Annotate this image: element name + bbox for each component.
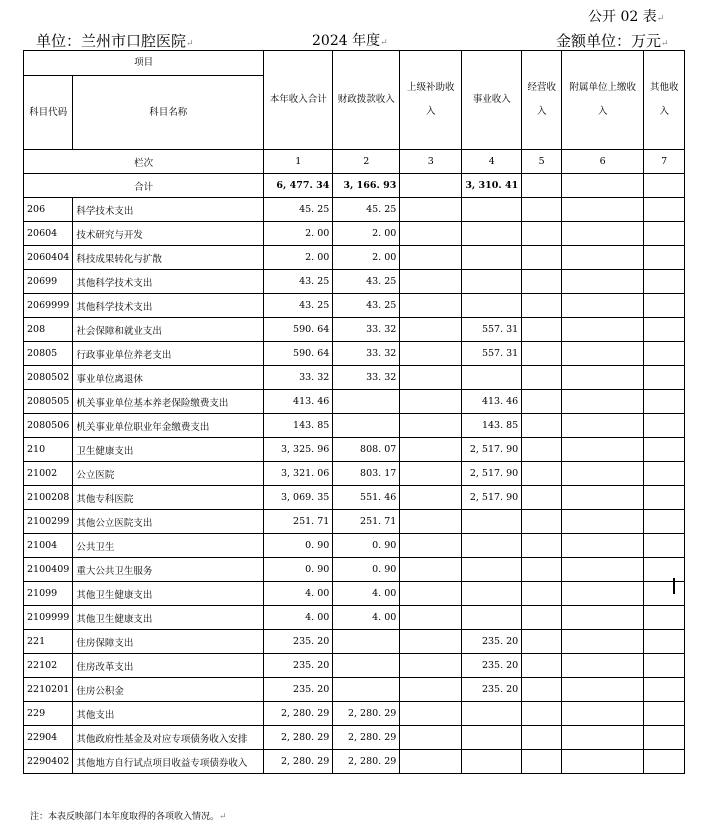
subject-code: 2080502: [24, 366, 73, 390]
value-other: [644, 366, 685, 390]
value-superior: [400, 246, 462, 270]
table-row: [24, 342, 686, 366]
subject-name: 卫生健康支出: [73, 438, 264, 462]
value-fiscal: 808. 07: [333, 438, 400, 462]
money-unit: 金额单位：万元↵: [556, 32, 669, 50]
value-total: 33. 32: [264, 366, 333, 390]
table-row: [24, 534, 686, 558]
value-total: 2, 280. 29: [264, 750, 333, 774]
value-total: 4. 00: [264, 606, 333, 630]
col-header-4: 事业收入: [462, 51, 522, 150]
value-operating: [522, 510, 562, 534]
table-row: [24, 414, 686, 438]
subject-name: 其他卫生健康支出: [73, 606, 264, 630]
value-fiscal: 803. 17: [333, 462, 400, 486]
subject-name: 其他公立医院支出: [73, 510, 264, 534]
value-affiliate: [562, 510, 644, 534]
value-business: [462, 510, 522, 534]
value-other: [644, 750, 685, 774]
table-row: [24, 678, 686, 702]
subject-name: 机关事业单位职业年金缴费支出: [73, 414, 264, 438]
value-superior: [400, 222, 462, 246]
total-cell: [644, 174, 685, 198]
subject-name: 住房改革支出: [73, 654, 264, 678]
value-operating: [522, 606, 562, 630]
value-business: [462, 726, 522, 750]
value-fiscal: 2. 00: [333, 246, 400, 270]
value-business: 413. 46: [462, 390, 522, 414]
value-fiscal: [333, 654, 400, 678]
table-row: [24, 606, 686, 630]
value-business: 235. 20: [462, 678, 522, 702]
value-business: 2, 517. 90: [462, 438, 522, 462]
col-header-5: 经营收入: [522, 51, 562, 150]
value-other: [644, 726, 685, 750]
value-business: 235. 20: [462, 630, 522, 654]
value-total: 3, 325. 96: [264, 438, 333, 462]
value-fiscal: 2, 280. 29: [333, 750, 400, 774]
subject-code: 2080505: [24, 390, 73, 414]
value-affiliate: [562, 246, 644, 270]
value-affiliate: [562, 438, 644, 462]
seq-cell: 6: [562, 150, 644, 174]
value-fiscal: 4. 00: [333, 606, 400, 630]
col-header-6: 附属单位上缴收入: [562, 51, 644, 150]
table-row: [24, 582, 686, 606]
table-row: [24, 654, 686, 678]
value-total: 590. 64: [264, 342, 333, 366]
subject-code: 20805: [24, 342, 73, 366]
value-other: [644, 462, 685, 486]
seq-cell: 3: [400, 150, 462, 174]
subject-code: 2109999: [24, 606, 73, 630]
table-row: [24, 750, 686, 774]
subject-code: 2100299: [24, 510, 73, 534]
value-operating: [522, 198, 562, 222]
value-business: [462, 534, 522, 558]
value-operating: [522, 390, 562, 414]
table-row: [24, 726, 686, 750]
total-label: 合计: [24, 174, 264, 198]
table-row: [24, 366, 686, 390]
value-other: [644, 534, 685, 558]
subject-name: 其他卫生健康支出: [73, 582, 264, 606]
value-total: 0. 90: [264, 534, 333, 558]
subject-name: 机关事业单位基本养老保险缴费支出: [73, 390, 264, 414]
value-business: 143. 85: [462, 414, 522, 438]
seq-cell: 7: [644, 150, 685, 174]
value-other: [644, 270, 685, 294]
value-business: 2, 517. 90: [462, 462, 522, 486]
col-header-7: 其他收入: [644, 51, 685, 150]
subject-code: 21002: [24, 462, 73, 486]
value-total: 45. 25: [264, 198, 333, 222]
table-row: [24, 390, 686, 414]
table-row: [24, 630, 686, 654]
subject-name: 公立医院: [73, 462, 264, 486]
subject-name: 公共卫生: [73, 534, 264, 558]
report-year: 2024 年度↵: [312, 33, 388, 49]
value-other: [644, 678, 685, 702]
value-superior: [400, 438, 462, 462]
value-operating: [522, 702, 562, 726]
subject-name: 社会保障和就业支出: [73, 318, 264, 342]
value-total: 3, 321. 06: [264, 462, 333, 486]
value-other: [644, 606, 685, 630]
value-fiscal: 2, 280. 29: [333, 726, 400, 750]
value-affiliate: [562, 390, 644, 414]
value-business: 557. 31: [462, 342, 522, 366]
subject-name: 技术研究与开发: [73, 222, 264, 246]
value-total: 43. 25: [264, 270, 333, 294]
value-affiliate: [562, 318, 644, 342]
value-operating: [522, 342, 562, 366]
subject-name: 其他政府性基金及对应专项债务收入安排: [73, 726, 264, 750]
value-other: [644, 630, 685, 654]
value-operating: [522, 678, 562, 702]
table-row: [24, 198, 686, 222]
value-superior: [400, 486, 462, 510]
name-header: 科目名称: [73, 76, 264, 150]
subject-name: 其他科学技术支出: [73, 270, 264, 294]
value-affiliate: [562, 702, 644, 726]
value-fiscal: 33. 32: [333, 342, 400, 366]
value-superior: [400, 318, 462, 342]
value-affiliate: [562, 294, 644, 318]
value-superior: [400, 414, 462, 438]
subject-code: 2060404: [24, 246, 73, 270]
project-header: 项目: [24, 51, 264, 76]
value-total: 3, 069. 35: [264, 486, 333, 510]
value-superior: [400, 654, 462, 678]
subject-code: 208: [24, 318, 73, 342]
value-operating: [522, 270, 562, 294]
value-affiliate: [562, 270, 644, 294]
value-business: 557. 31: [462, 318, 522, 342]
value-superior: [400, 750, 462, 774]
subject-name: 科学技术支出: [73, 198, 264, 222]
subject-code: 2290402: [24, 750, 73, 774]
value-superior: [400, 606, 462, 630]
table-row: [24, 510, 686, 534]
value-affiliate: [562, 198, 644, 222]
value-other: [644, 390, 685, 414]
subject-code: 229: [24, 702, 73, 726]
value-business: [462, 222, 522, 246]
table-note: 注：本表反映部门本年度取得的各项收入情况。↵: [30, 812, 227, 822]
total-cell: 3, 310. 41: [462, 174, 522, 198]
code-header: 科目代码: [24, 76, 73, 150]
subject-code: 21099: [24, 582, 73, 606]
subject-name: 住房保障支出: [73, 630, 264, 654]
value-business: [462, 702, 522, 726]
text-cursor: [673, 578, 675, 594]
value-total: 143. 85: [264, 414, 333, 438]
value-fiscal: 251. 71: [333, 510, 400, 534]
value-fiscal: 0. 90: [333, 558, 400, 582]
col-header-3: 上级补助收入: [400, 51, 462, 150]
value-business: [462, 582, 522, 606]
value-other: [644, 702, 685, 726]
value-affiliate: [562, 606, 644, 630]
table-row: [24, 222, 686, 246]
income-table: [23, 50, 686, 774]
value-affiliate: [562, 678, 644, 702]
subject-name: 其他支出: [73, 702, 264, 726]
value-superior: [400, 198, 462, 222]
value-fiscal: 43. 25: [333, 294, 400, 318]
value-superior: [400, 510, 462, 534]
value-operating: [522, 486, 562, 510]
value-superior: [400, 582, 462, 606]
value-superior: [400, 630, 462, 654]
value-operating: [522, 534, 562, 558]
value-affiliate: [562, 558, 644, 582]
value-affiliate: [562, 342, 644, 366]
value-total: 235. 20: [264, 630, 333, 654]
subject-name: 其他科学技术支出: [73, 294, 264, 318]
value-operating: [522, 414, 562, 438]
subject-code: 221: [24, 630, 73, 654]
value-business: [462, 294, 522, 318]
value-fiscal: 33. 32: [333, 366, 400, 390]
value-affiliate: [562, 534, 644, 558]
value-other: [644, 414, 685, 438]
value-total: 2. 00: [264, 246, 333, 270]
value-fiscal: 0. 90: [333, 534, 400, 558]
value-superior: [400, 534, 462, 558]
value-superior: [400, 702, 462, 726]
value-superior: [400, 294, 462, 318]
value-operating: [522, 318, 562, 342]
value-total: 2, 280. 29: [264, 726, 333, 750]
value-operating: [522, 558, 562, 582]
value-fiscal: 33. 32: [333, 318, 400, 342]
subject-code: 2100208: [24, 486, 73, 510]
seq-row: [24, 150, 686, 174]
table-row: [24, 294, 686, 318]
value-other: [644, 222, 685, 246]
seq-cell: 4: [462, 150, 522, 174]
total-cell: 3, 166. 93: [333, 174, 400, 198]
value-fiscal: 551. 46: [333, 486, 400, 510]
table-row: [24, 558, 686, 582]
value-affiliate: [562, 726, 644, 750]
value-operating: [522, 750, 562, 774]
value-other: [644, 198, 685, 222]
seq-cell: 1: [264, 150, 333, 174]
value-operating: [522, 582, 562, 606]
subject-code: 20604: [24, 222, 73, 246]
value-business: [462, 198, 522, 222]
subject-code: 2100409: [24, 558, 73, 582]
unit-name: 单位：兰州市口腔医院↵: [36, 32, 194, 50]
value-total: 2, 280. 29: [264, 702, 333, 726]
value-business: 235. 20: [462, 654, 522, 678]
value-fiscal: [333, 390, 400, 414]
total-cell: [400, 174, 462, 198]
table-row: [24, 438, 686, 462]
value-superior: [400, 270, 462, 294]
seq-label: 栏次: [24, 150, 264, 174]
value-operating: [522, 438, 562, 462]
subject-code: 2210201: [24, 678, 73, 702]
subject-code: 22102: [24, 654, 73, 678]
value-total: 43. 25: [264, 294, 333, 318]
value-total: 251. 71: [264, 510, 333, 534]
total-cell: 6, 477. 34: [264, 174, 333, 198]
value-superior: [400, 558, 462, 582]
total-row: [24, 174, 686, 198]
value-total: 2. 00: [264, 222, 333, 246]
value-other: [644, 486, 685, 510]
subject-name: 科技成果转化与扩散: [73, 246, 264, 270]
value-superior: [400, 726, 462, 750]
value-fiscal: 43. 25: [333, 270, 400, 294]
value-operating: [522, 462, 562, 486]
value-other: [644, 558, 685, 582]
subject-name: 其他专科医院: [73, 486, 264, 510]
value-operating: [522, 222, 562, 246]
value-other: [644, 582, 685, 606]
value-other: [644, 318, 685, 342]
value-affiliate: [562, 462, 644, 486]
value-affiliate: [562, 414, 644, 438]
value-business: [462, 270, 522, 294]
value-superior: [400, 366, 462, 390]
subject-code: 2080506: [24, 414, 73, 438]
value-business: [462, 750, 522, 774]
subject-code: 2069999: [24, 294, 73, 318]
table-row: [24, 246, 686, 270]
total-cell: [562, 174, 644, 198]
value-operating: [522, 294, 562, 318]
value-affiliate: [562, 222, 644, 246]
value-affiliate: [562, 654, 644, 678]
seq-cell: 5: [522, 150, 562, 174]
subject-code: 20699: [24, 270, 73, 294]
value-business: [462, 246, 522, 270]
table-row: [24, 486, 686, 510]
value-superior: [400, 462, 462, 486]
value-other: [644, 654, 685, 678]
value-total: 0. 90: [264, 558, 333, 582]
value-other: [644, 342, 685, 366]
form-number: 公开 02 表↵: [588, 9, 665, 25]
value-fiscal: 4. 00: [333, 582, 400, 606]
value-fiscal: [333, 630, 400, 654]
value-affiliate: [562, 486, 644, 510]
value-business: 2, 517. 90: [462, 486, 522, 510]
value-total: 4. 00: [264, 582, 333, 606]
subject-code: 206: [24, 198, 73, 222]
value-operating: [522, 654, 562, 678]
subject-code: 22904: [24, 726, 73, 750]
value-operating: [522, 246, 562, 270]
value-superior: [400, 390, 462, 414]
value-other: [644, 246, 685, 270]
table-row: [24, 270, 686, 294]
value-other: [644, 510, 685, 534]
table-row: [24, 702, 686, 726]
seq-cell: 2: [333, 150, 400, 174]
value-total: 413. 46: [264, 390, 333, 414]
value-fiscal: 45. 25: [333, 198, 400, 222]
subject-name: 事业单位离退休: [73, 366, 264, 390]
value-other: [644, 438, 685, 462]
table-row: [24, 462, 686, 486]
value-total: 235. 20: [264, 654, 333, 678]
subject-name: 住房公积金: [73, 678, 264, 702]
value-fiscal: [333, 678, 400, 702]
value-superior: [400, 342, 462, 366]
value-business: [462, 606, 522, 630]
value-superior: [400, 678, 462, 702]
col-header-1: 本年收入合计: [264, 51, 333, 150]
value-operating: [522, 630, 562, 654]
value-business: [462, 366, 522, 390]
value-other: [644, 294, 685, 318]
value-fiscal: 2, 280. 29: [333, 702, 400, 726]
value-operating: [522, 366, 562, 390]
subject-name: 重大公共卫生服务: [73, 558, 264, 582]
value-total: 590. 64: [264, 318, 333, 342]
value-total: 235. 20: [264, 678, 333, 702]
total-cell: [522, 174, 562, 198]
value-business: [462, 558, 522, 582]
subject-code: 21004: [24, 534, 73, 558]
subject-name: 其他地方自行试点项目收益专项债券收入: [73, 750, 264, 774]
value-fiscal: 2. 00: [333, 222, 400, 246]
subject-name: 行政事业单位养老支出: [73, 342, 264, 366]
value-affiliate: [562, 582, 644, 606]
col-header-2: 财政拨款收入: [333, 51, 400, 150]
value-affiliate: [562, 630, 644, 654]
table-row: [24, 318, 686, 342]
value-operating: [522, 726, 562, 750]
subject-code: 210: [24, 438, 73, 462]
value-fiscal: [333, 414, 400, 438]
value-affiliate: [562, 750, 644, 774]
value-affiliate: [562, 366, 644, 390]
